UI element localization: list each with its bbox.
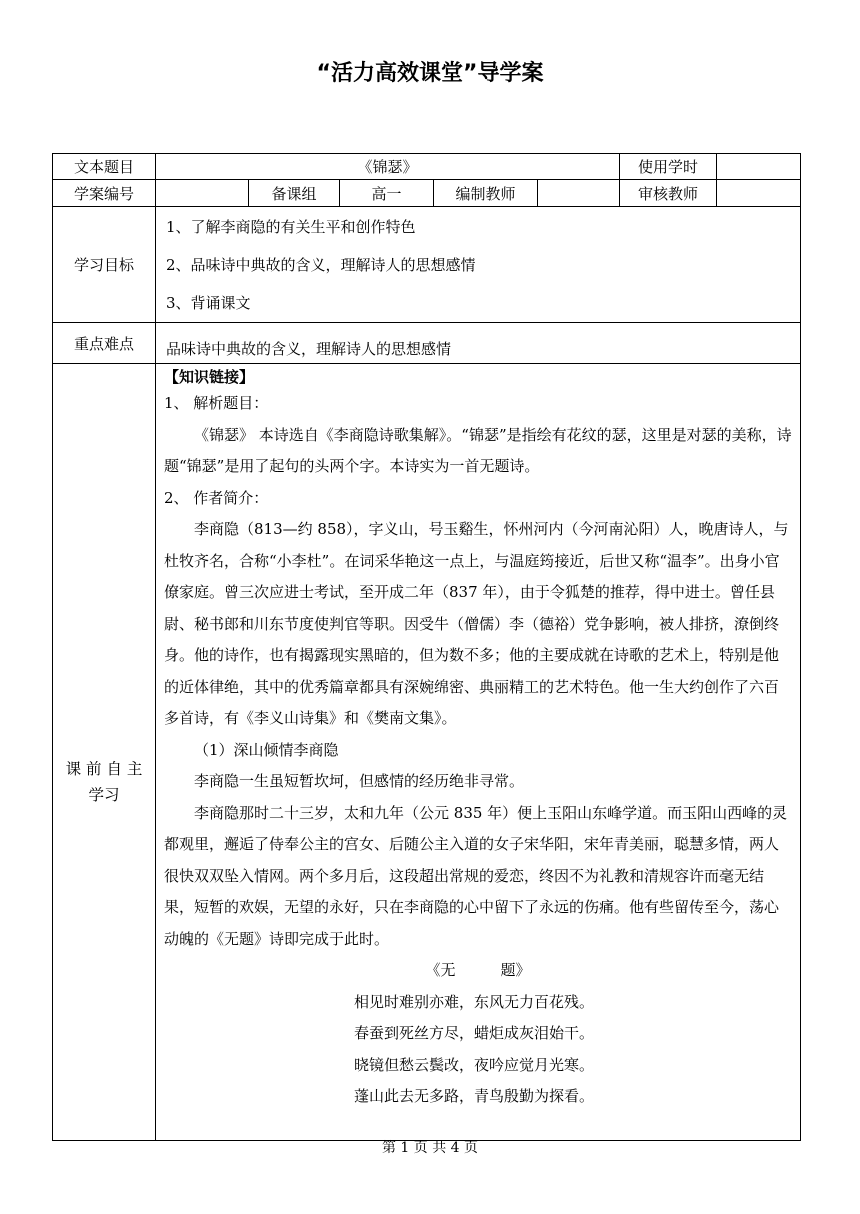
- self-study-label-line1: 课 前 自 主: [65, 760, 143, 778]
- row-meta: [53, 180, 801, 207]
- section-2-heading: 2、 作者简介：: [164, 488, 269, 507]
- section-title: 【知识链接】: [164, 368, 255, 386]
- poem-line: 晓镜但愁云鬓改，夜吟应觉月光寒。: [354, 1055, 595, 1074]
- row-keypoints: [53, 323, 801, 364]
- section-1-heading: 1、 解析题目：: [164, 394, 269, 412]
- editor-value: [538, 180, 620, 207]
- subsection-para-2: 李商隐那时二十三岁，太和九年（公元 835 年）便上玉阳山东峰学道。而玉阳山西峰的灵都观里，邂逅了侍奉公主的宫女、后随公主入道的女子宋华阳，宋年青美丽，聪慧多情，两人很快双双坠入情网。两个多月后，这段超出常规的爱恋，终因不为礼教和清规容许而毫无结果，短暂的欢娱，无望的永好，只在李商隐的心中留下了永远的伤痛。他有些留传至今，荡心动魄的《无题》诗即完成于此时。: [164, 803, 788, 948]
- self-study-content: [156, 364, 801, 1141]
- label-objectives: 学习目标: [53, 207, 156, 323]
- row-self-study: [53, 364, 801, 1141]
- label-self-study: [53, 364, 156, 1141]
- poem-line: 相见时难别亦难，东风无力百花残。: [354, 992, 595, 1011]
- label-group: 备课组: [249, 180, 340, 207]
- keypoints-value: 品味诗中典故的含义，理解诗人的思想感情: [156, 323, 801, 364]
- row-objectives: [53, 207, 801, 323]
- label-reviewer: 审核教师: [620, 180, 717, 207]
- poem-title: 《无 题》: [425, 961, 531, 979]
- reviewer-value: [717, 180, 801, 207]
- objectives-cell: [156, 207, 801, 323]
- label-hours: 使用学时: [620, 154, 717, 180]
- page-footer: 第 1 页 共 4 页: [381, 1140, 479, 1156]
- group-value: 高一: [340, 180, 434, 207]
- self-study-label-line2: 学习: [88, 786, 120, 804]
- objective-item: 1、了解李商隐的有关生平和创作特色: [166, 217, 416, 236]
- section-1-body: 《锦瑟》 本诗选自《李商隐诗歌集解》。“锦瑟”是指绘有花纹的瑟，这里是对瑟的美称，诗题“锦瑟”是用了起句的头两个字。本诗实为一首无题诗。: [164, 425, 792, 475]
- page-title: “活力高效课堂”导学案: [316, 61, 544, 86]
- poem-line: 蓬山此去无多路，青鸟殷勤为探看。: [354, 1087, 595, 1105]
- label-plan-no: 学案编号: [53, 180, 156, 207]
- subsection-heading: （1）深山倾情李商隐: [194, 740, 339, 759]
- objective-item: 2、品味诗中典故的含义，理解诗人的思想感情: [166, 255, 476, 274]
- plan-no-value: [156, 180, 249, 207]
- hours-value: [717, 154, 801, 180]
- section-2-body: 李商隐（813—约 858），字义山，号玉谿生，怀州河内（今河南沁阳）人，晚唐诗人，与杜牧齐名，合称“小李杜”。在词采华艳这一点上，与温庭筠接近，后世又称“温李”。出身小官僚家庭。曾三次应进士考试，至开成二年（837 年），由于令狐楚的推荐，得中进士。曾任县尉、秘书郎和川东节度使判官等职。因受牛（僧儒）李（德裕）党争影响，被人排挤，潦倒终身。他的诗作，也有揭露现实黑暗的，但为数不多；他的主要成就在诗歌的艺术上，特别是他的近体律绝，其中的优秀篇章都具有深婉绵密、典丽精工的艺术特色。他一生大约创作了六百多首诗，有《李义山诗集》和《樊南文集》。: [164, 520, 789, 727]
- poem-line: 春蚕到死丝方尽，蜡炬成灰泪始干。: [354, 1024, 595, 1042]
- label-topic: 文本题目: [53, 154, 156, 180]
- study-guide-table: [52, 153, 801, 1141]
- label-keypoints: 重点难点: [53, 323, 156, 364]
- label-editor: 编制教师: [434, 180, 538, 207]
- objective-item: 3、背诵课文: [166, 293, 251, 312]
- subsection-para-1: 李商隐一生虽短暂坎坷，但感情的经历绝非寻常。: [194, 772, 525, 790]
- row-topic: [53, 154, 801, 180]
- topic-value: 《锦瑟》: [156, 154, 620, 180]
